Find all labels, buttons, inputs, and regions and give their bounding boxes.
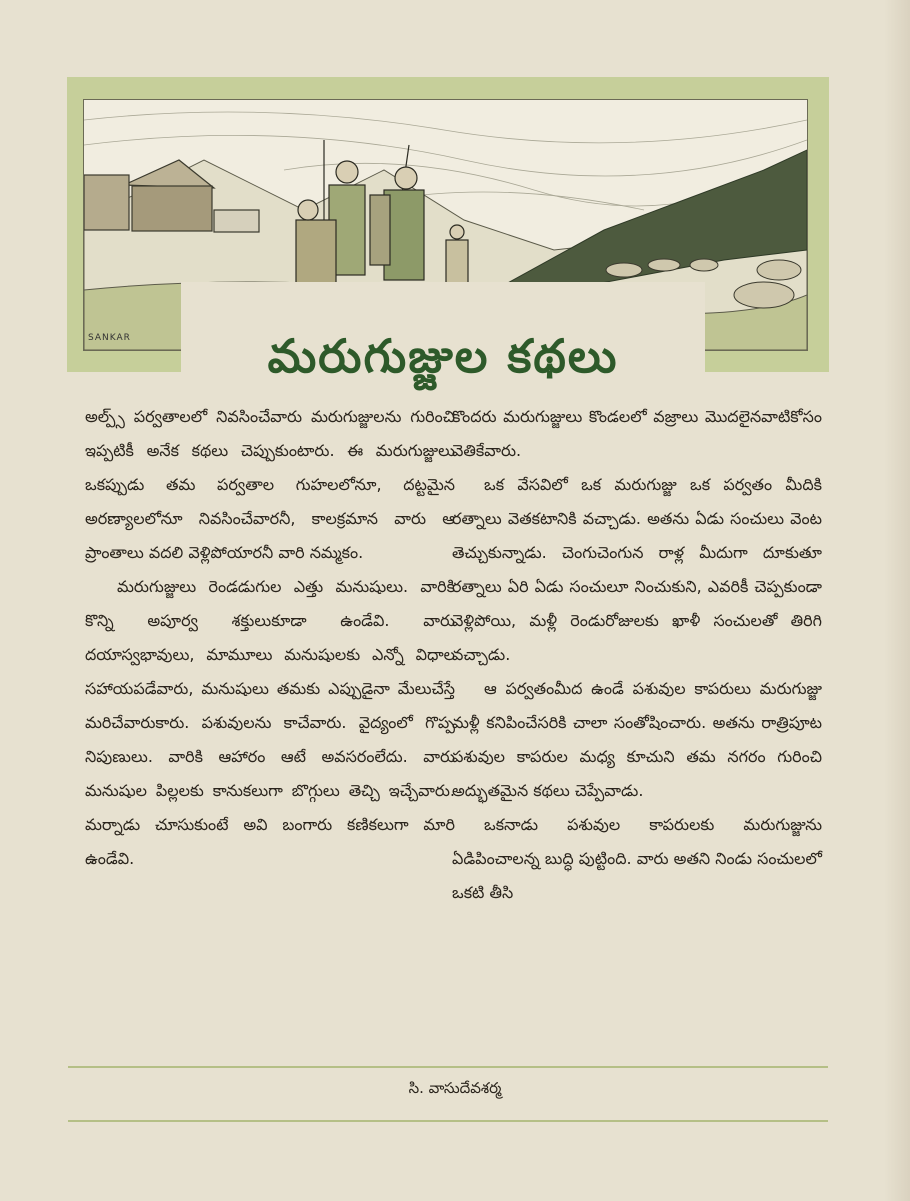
paragraph: మరుగుజ్జులు రెండడుగుల ఎత్తు మనుషులు. వారికి కొన్ని అపూర్వ శక్తులుకూడా ఉండేవి. వారు దయాస్వభావులు, మామూలు మనుషులకు ఎన్నో విధాల సహాయపడేవారు, మనుషులు తమకు ఎప్పుడైనా మేలుచేస్తే మరిచేవారుకారు. పశువులను కాచేవారు. వైద్యంలో గొప్ప నిపుణులు. వారికి ఆహారం ఆటే అవసరంలేదు. వారు మనుషుల పిల్లలకు కానుకలుగా బొగ్గులు తెచ్చి ఇచ్చేవారు. మర్నాడు చూసుకుంటే అవి బంగారు కణికలుగా మారి ఉండేవి. <box>85 577 455 868</box>
right-column <box>452 400 822 910</box>
author-byline: సి. వాసుదేవశర్మ <box>408 1079 502 1097</box>
paragraph: ఆ పర్వతంమీద ఉండే పశువుల కాపరులు మరుగుజ్జు మళ్లీ కనిపించేసరికి చాలా సంతోషించారు. అతను రాత్రిపూట పశువుల కాపరుల మధ్య కూచుని తమ నగరం గురించి అద్భుతమైన కథలు చెప్పేవాడు. <box>452 679 822 800</box>
paragraph: అల్ప్స్ పర్వతాలలో నివసించేవారు మరుగుజ్జులను గురించి ఇప్పటికీ అనేక కథలు చెప్పుకుంటారు. ఈ మరుగుజ్జులు ఒకప్పుడు తమ పర్వతాల గుహలలోనూ, దట్టమైన అరణ్యాలలోనూ నివసించేవారనీ, కాలక్రమాన వారు ఆ ప్రాంతాలు వదలి వెళ్లిపోయారనీ వారి నమ్మకం. <box>85 407 455 562</box>
artist-signature: SANKAR <box>88 333 131 343</box>
paragraph: కొందరు మరుగుజ్జులు కొండలలో వజ్రాలు మొదలైనవాటికోసం వెతికేవారు. <box>452 407 822 460</box>
page-edge-shadow <box>884 0 910 1201</box>
page-title: మరుగుజ్జుల కథలు <box>267 328 619 383</box>
divider-rule <box>68 1120 828 1122</box>
paragraph: ఒకనాడు పశువుల కాపరులకు మరుగుజ్జును ఏడిపించాలన్న బుద్ధి పుట్టింది. వారు అతని నిండు సంచులలో ఒకటి తీసి <box>452 815 822 902</box>
divider-rule <box>68 1066 828 1068</box>
left-column <box>85 400 455 876</box>
paragraph: ఒక వేసవిలో ఒక మరుగుజ్జు ఒక పర్వతం మీదికి రత్నాలు వెతకటానికి వచ్చాడు. అతను ఏడు సంచులు వెంట తెచ్చుకున్నాడు. చెంగుచెంగున రాళ్ల మీదుగా దూకుతూ రత్నాలు ఏరి ఏడు సంచులూ నించుకుని, ఎవరికీ చెప్పకుండా వెళ్లిపోయి, మళ్లీ రెండురోజులకు ఖాళీ సంచులతో తిరిగి వచ్చాడు. <box>452 475 822 664</box>
